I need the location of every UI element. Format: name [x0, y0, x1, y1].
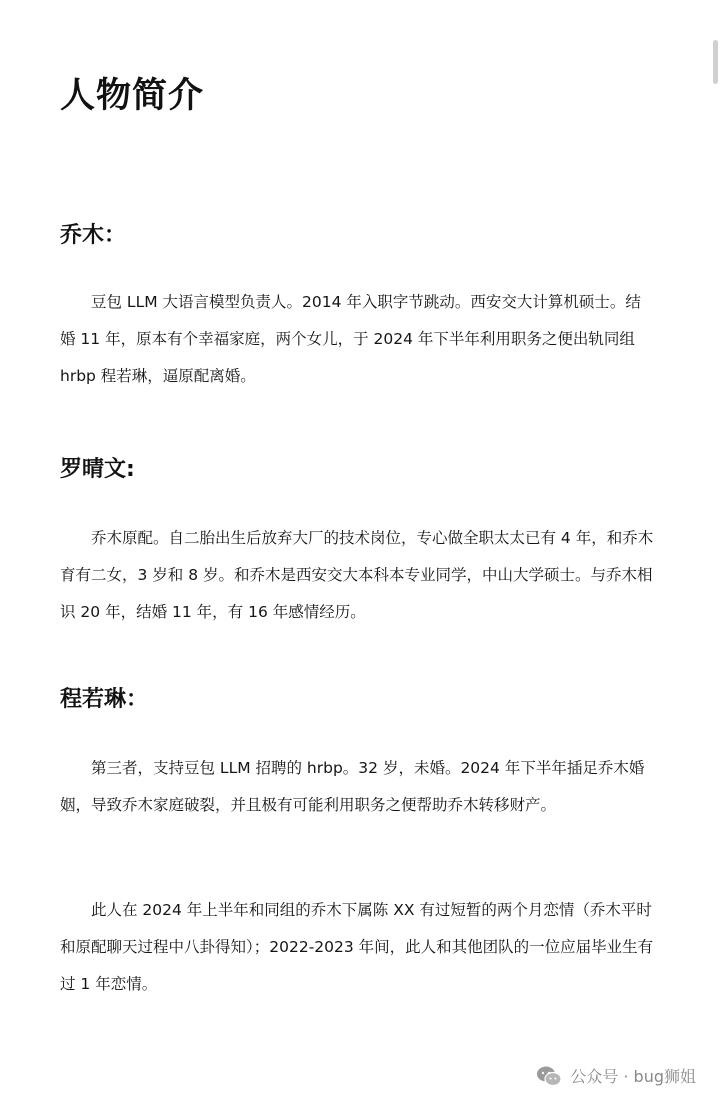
section-paragraph-qiaomu: 豆包 LLM 大语言模型负责人。2014 年入职字节跳动。西安交大计算机硕士。结婚 11 年，原本有个幸福家庭，两个女儿，于 2024 年下半年利用职务之便出轨同组 hrbp 程若琳，逼原配离婚。 — [60, 293, 641, 385]
section-paragraph-chengruolin-1: 第三者，支持豆包 LLM 招聘的 hrbp。32 岁，未婚。2024 年下半年插足乔木婚姻，导致乔木家庭破裂，并且极有可能利用职务之便帮助乔木转移财产。 — [60, 759, 645, 814]
section-paragraph-chengruolin-2: 此人在 2024 年上半年和同组的乔木下属陈 XX 有过短暂的两个月恋情（乔木平时和原配聊天过程中八卦得知）；2022-2023 年间，此人和其他团队的一位应届毕业生有过 1 年恋情。 — [60, 901, 654, 993]
section-heading-qiaomu: 乔木： — [60, 223, 127, 248]
section-paragraph-luoqingwen: 乔木原配。自二胎出生后放弃大厂的技术岗位，专心做全职太太已有 4 年，和乔木育有二女，3 岁和 8 岁。和乔木是西安交大本科本专业同学，中山大学硕士。与乔木相识 20 年，结婚 11 年，有 16 年感情经历。 — [60, 529, 654, 621]
scrollbar-thumb[interactable] — [713, 40, 718, 84]
section-heading-chengruolin: 程若琳： — [60, 687, 149, 712]
wechat-icon — [536, 1065, 562, 1087]
section-heading-luoqingwen: 罗晴文: — [60, 457, 135, 482]
watermark-text: 公众号 · bug狮姐 — [570, 1067, 696, 1086]
page-title: 人物简介 — [60, 76, 205, 116]
watermark — [536, 1064, 696, 1087]
